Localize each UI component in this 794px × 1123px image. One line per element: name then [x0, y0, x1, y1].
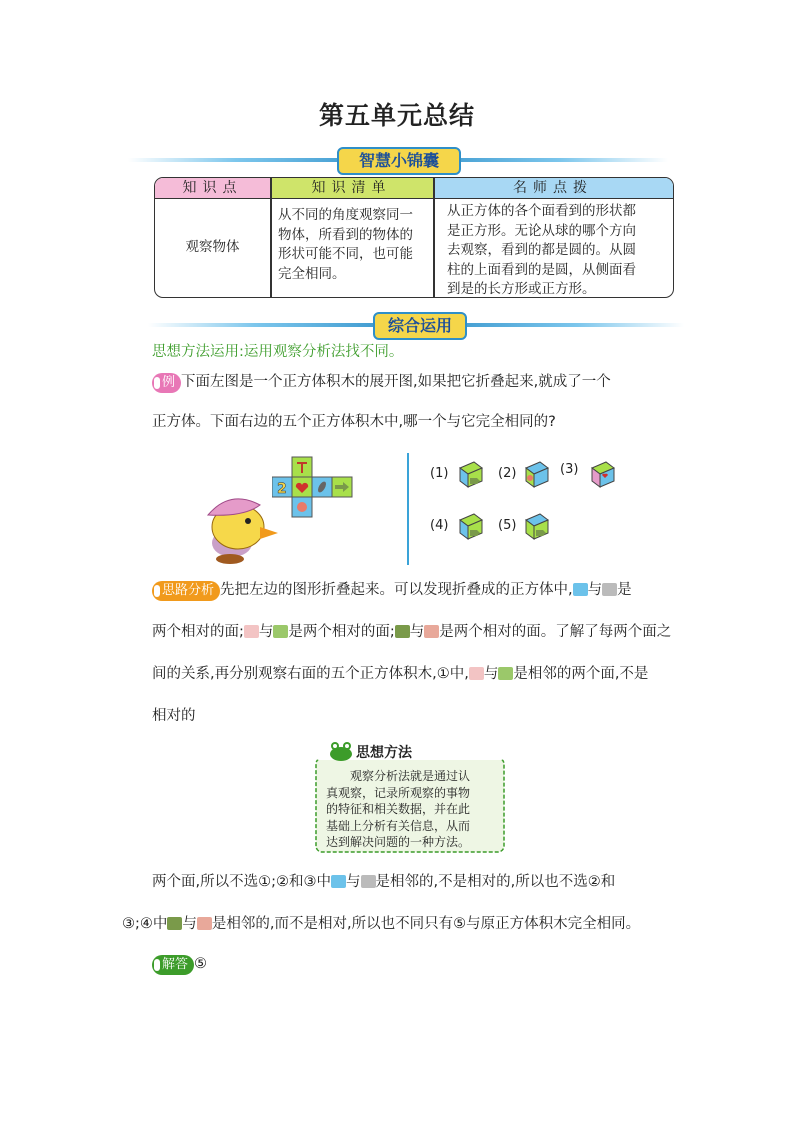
analysis-line-3: 间的关系,再分别观察右面的五个正方体积木,①中, 与 是相邻的两个面,不是: [152, 666, 649, 682]
banner-top-label: 智慧小锦囊: [337, 147, 461, 175]
analysis-tag: 思路分析: [152, 581, 220, 601]
cube-option-3: [588, 460, 616, 488]
banner-middle-label: 综合运用: [373, 312, 467, 340]
page-title: 第五单元总结: [318, 101, 475, 130]
example-line-1: 例 下面左图是一个正方体积木的展开图,如果把它折叠起来,就成了一个: [152, 372, 712, 393]
continuation-line-2: ③;④中 与 是相邻的,而不是相对,所以也不同只有⑤与原正方体积木完全相同。: [122, 916, 641, 932]
cube-option-2: [522, 460, 550, 488]
option-4-label: (4): [430, 518, 449, 533]
face-heart-icon: [469, 667, 484, 680]
option-2-label: (2): [498, 466, 517, 481]
table-header-content: 知识清单: [270, 178, 433, 199]
option-5-label: (5): [498, 518, 517, 533]
svg-text:2: 2: [277, 481, 287, 497]
analysis-line-1: 思路分析 先把左边的图形折叠起来。可以发现折叠成的正方体中, 与 是: [152, 580, 712, 601]
face-circle-icon: [424, 625, 439, 638]
table-cell-topic: 观察物体: [185, 239, 240, 256]
cube-options: [430, 458, 650, 548]
answer-tag: 解答: [152, 955, 194, 975]
cube-net: [272, 455, 372, 535]
face-pencil-icon: [602, 583, 617, 596]
face-arrow-icon: [498, 667, 513, 680]
tip-title: 思想方法: [356, 745, 412, 761]
table-header-tip: 名师点拨: [433, 178, 673, 199]
cube-option-5: [522, 512, 550, 540]
face-pencil-icon: [361, 875, 376, 888]
face-2-icon: [573, 583, 588, 596]
analysis-line-4: 相对的: [152, 708, 196, 724]
continuation-line-1: 两个面,所以不选①;②和③中 与 是相邻的,不是相对的,所以也不选②和: [152, 874, 616, 890]
table-cell-tip: 从正方体的各个面看到的形状都 是正方形。无论从球的哪个方向 去观察，看到的都是圆的。从圆 柱的上面看到的是圆，从侧面看 到是的长方形或正方形。: [447, 203, 636, 297]
face-arrow-icon: [273, 625, 288, 638]
method-title: 思想方法运用:运用观察分析法找不同。: [152, 344, 404, 360]
tip-box: [314, 740, 506, 854]
answer-line: [152, 954, 207, 975]
banner-top: [128, 147, 668, 173]
knowledge-table: [154, 177, 674, 298]
option-3-label: (3): [560, 462, 579, 477]
banner-middle: [148, 312, 684, 338]
face-2-icon: [331, 875, 346, 888]
face-circle-icon: [197, 917, 212, 930]
example-line-2: 正方体。下面右边的五个正方体积木中,哪一个与它完全相同的?: [152, 414, 556, 430]
table-cell-content: 从不同的角度观察同一 物体，所看到的物体的 形状可能不同，也可能 完全相同。: [278, 207, 413, 282]
answer-value: ⑤: [194, 956, 208, 972]
frog-icon: [328, 740, 354, 762]
face-t-icon: [395, 625, 410, 638]
figure-left: [200, 455, 400, 570]
option-1-label: (1): [430, 466, 449, 481]
tip-text: 观察分析法就是通过认 真观察，记录所观察的事物 的特征和相关数据，并在此 基础上分析有关信息，从而 达到解决问题的一种方法。: [326, 769, 471, 849]
example-tag: 例: [152, 373, 181, 393]
analysis-line-2: 两个相对的面; 与 是两个相对的面; 与 是两个相对的面。了解了每两个面之: [152, 624, 672, 640]
table-header-topic: 知识点: [155, 178, 270, 199]
cube-option-1: [456, 460, 484, 488]
face-t-icon: [167, 917, 182, 930]
face-heart-icon: [244, 625, 259, 638]
cube-option-4: [456, 512, 484, 540]
